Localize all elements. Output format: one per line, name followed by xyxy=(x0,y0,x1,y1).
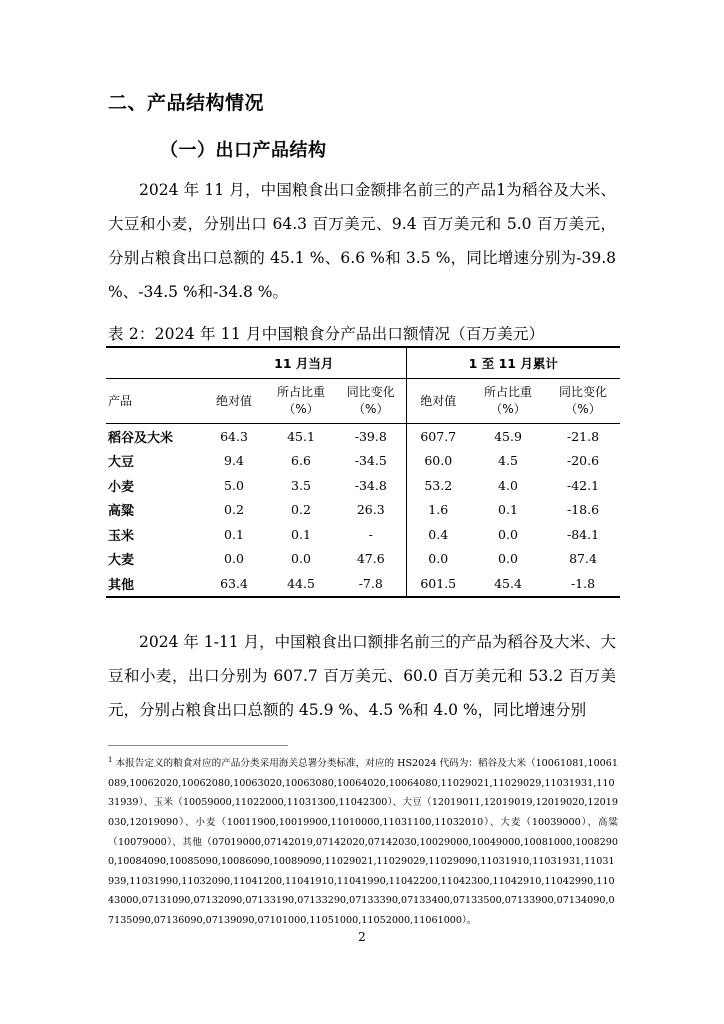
table-cell: 0.0 xyxy=(428,551,449,567)
table-cell: 0.1 xyxy=(224,526,244,542)
table-cell: 607.7 xyxy=(420,428,457,444)
column-header: 绝对值 xyxy=(406,379,470,424)
footnote-marker: 1 xyxy=(108,756,113,764)
table-cell: 4.5 xyxy=(498,453,518,469)
table-cell: 1.6 xyxy=(428,502,449,518)
table-cell: - xyxy=(336,522,406,547)
column-header: 所占比重 （%） xyxy=(266,379,336,424)
table-cell: 53.2 xyxy=(424,477,453,493)
table-cell: 9.4 xyxy=(224,453,244,469)
table-cell: -18.6 xyxy=(566,502,600,518)
table-cell: -21.8 xyxy=(566,428,600,444)
table-cell: -39.8 xyxy=(336,424,406,449)
table-row xyxy=(106,424,620,449)
column-header: 绝对值 xyxy=(202,379,266,424)
column-header: 产品 xyxy=(106,379,202,424)
table-body xyxy=(106,424,620,597)
table-cell: -42.1 xyxy=(566,477,600,493)
paragraph-1: 2024 年 11 月，中国粮食出口金额排名前三的产品1为稻谷及大米、大豆和小麦，分别出口 64.3 百万美元、9.4 百万美元和 5.0 百万美元，分别占粮食出口总额的 45.1 %、6.6 %和 3.5 %，同比增速分别为-39.8 %、-34.5 %和-34.8 %。 xyxy=(108,181,616,301)
table-cell: -34.8 xyxy=(336,473,406,498)
paragraph-2: 2024 年 1-11 月，中国粮食出口额排名前三的产品为稻谷及大米、大豆和小麦，出口分别为 607.7 百万美元、60.0 百万美元和 53.2 百万美元，分别占粮食出口总额的 45.9 %、4.5 %和 4.0 %，同比增速分别 xyxy=(108,633,616,719)
product-name-cell: 小麦 xyxy=(108,479,135,495)
table-cell: 45.1 xyxy=(287,428,315,444)
table-cell: -20.6 xyxy=(566,453,600,469)
product-name-cell: 其他 xyxy=(106,571,202,597)
footnote-text: 本报告定义的粮食对应的产品分类采用海关总署分类标准，对应的 HS2024 代码为：稻谷及大米（10061081,10061089,10062020,10062080,10063020,10063080,10064020,10064080,11029021,11029029,11031931,11031939）、玉米（10059000,11022000,11031300,11042300）、大豆（12019011,12019019,12019020,12019030,12019090）、小麦（10011900,10019900,11010000,11031100,11032010）、大麦（10039000）、高粱（10079000）、其他（07019000,07142019,07142020,07142030,10029000,10049000,10081000,10082900,10084090,10085090,10086090,10089090,11029021,11029029,11029090,11031910,11031931,11031939,11031990,11032090,11041200,11041910,11041990,11042200,11042300,11042910,11042990,11043000,07131090,07132090,07133190,07133290,07133390,07133400,07133500,07133900,07134090,07135090,07136090,07139090,07101000,11051000,11052000,11061000）。 xyxy=(108,758,618,926)
table-cell: 0.0 xyxy=(498,526,518,542)
table-cell: 87.4 xyxy=(569,551,597,567)
column-header: 同比变化 （%） xyxy=(336,379,406,424)
table-row xyxy=(106,473,620,498)
table-cell: 0.1 xyxy=(291,526,311,542)
table-cell: 63.4 xyxy=(202,571,266,597)
subsection-heading: （一）出口产品结构 xyxy=(160,140,327,161)
table-caption: 表 2：2024 年 11 月中国粮食分产品出口额情况（百万美元） xyxy=(108,325,545,343)
table-cell: 601.5 xyxy=(406,571,470,597)
table-cell: 47.6 xyxy=(336,547,406,572)
table-cell: 64.3 xyxy=(220,428,248,444)
product-name-cell: 大麦 xyxy=(108,553,135,569)
table-cell: 5.0 xyxy=(224,477,244,493)
group-header-cumulative: 1 至 11 月累计 xyxy=(406,347,620,379)
table-cell: 0.0 xyxy=(291,551,311,567)
product-name-cell: 玉米 xyxy=(108,528,135,544)
footnote xyxy=(108,751,618,931)
table-row xyxy=(106,571,620,597)
table-cell: 60.0 xyxy=(424,453,453,469)
table-cell: -84.1 xyxy=(566,526,600,542)
table-cell: 45.4 xyxy=(470,571,546,597)
product-name-cell: 高粱 xyxy=(108,504,135,520)
product-name-cell: 稻谷及大米 xyxy=(108,430,174,446)
page-number: 2 xyxy=(358,930,366,944)
table-cell: 0.4 xyxy=(428,526,449,542)
table-row xyxy=(106,547,620,572)
table-cell: 0.0 xyxy=(224,551,244,567)
table-cell: 4.0 xyxy=(498,477,518,493)
table-cell: 45.9 xyxy=(494,428,522,444)
group-header-month: 11 月当月 xyxy=(202,347,406,379)
footnote-divider xyxy=(108,745,288,746)
product-name-cell: 大豆 xyxy=(108,455,135,471)
table-cell: 6.6 xyxy=(291,453,311,469)
table-cell: 0.1 xyxy=(498,502,518,518)
section-heading: 二、产品结构情况 xyxy=(108,92,265,114)
table-header-blank xyxy=(106,347,202,379)
table-cell: -1.8 xyxy=(546,571,620,597)
column-header-row xyxy=(106,379,620,424)
column-header: 同比变化 （%） xyxy=(546,379,620,424)
table-cell: -34.5 xyxy=(336,449,406,474)
table-cell: 26.3 xyxy=(336,498,406,523)
table-cell: 0.2 xyxy=(224,502,244,518)
table-cell: 44.5 xyxy=(266,571,336,597)
table-cell: -7.8 xyxy=(336,571,406,597)
export-table xyxy=(106,346,620,598)
table-cell: 0.2 xyxy=(291,502,311,518)
table-row xyxy=(106,522,620,547)
table-row xyxy=(106,449,620,474)
column-header: 所占比重 （%） xyxy=(470,379,546,424)
table-cell: 0.0 xyxy=(498,551,518,567)
table-row xyxy=(106,498,620,523)
table-cell: 3.5 xyxy=(291,477,311,493)
